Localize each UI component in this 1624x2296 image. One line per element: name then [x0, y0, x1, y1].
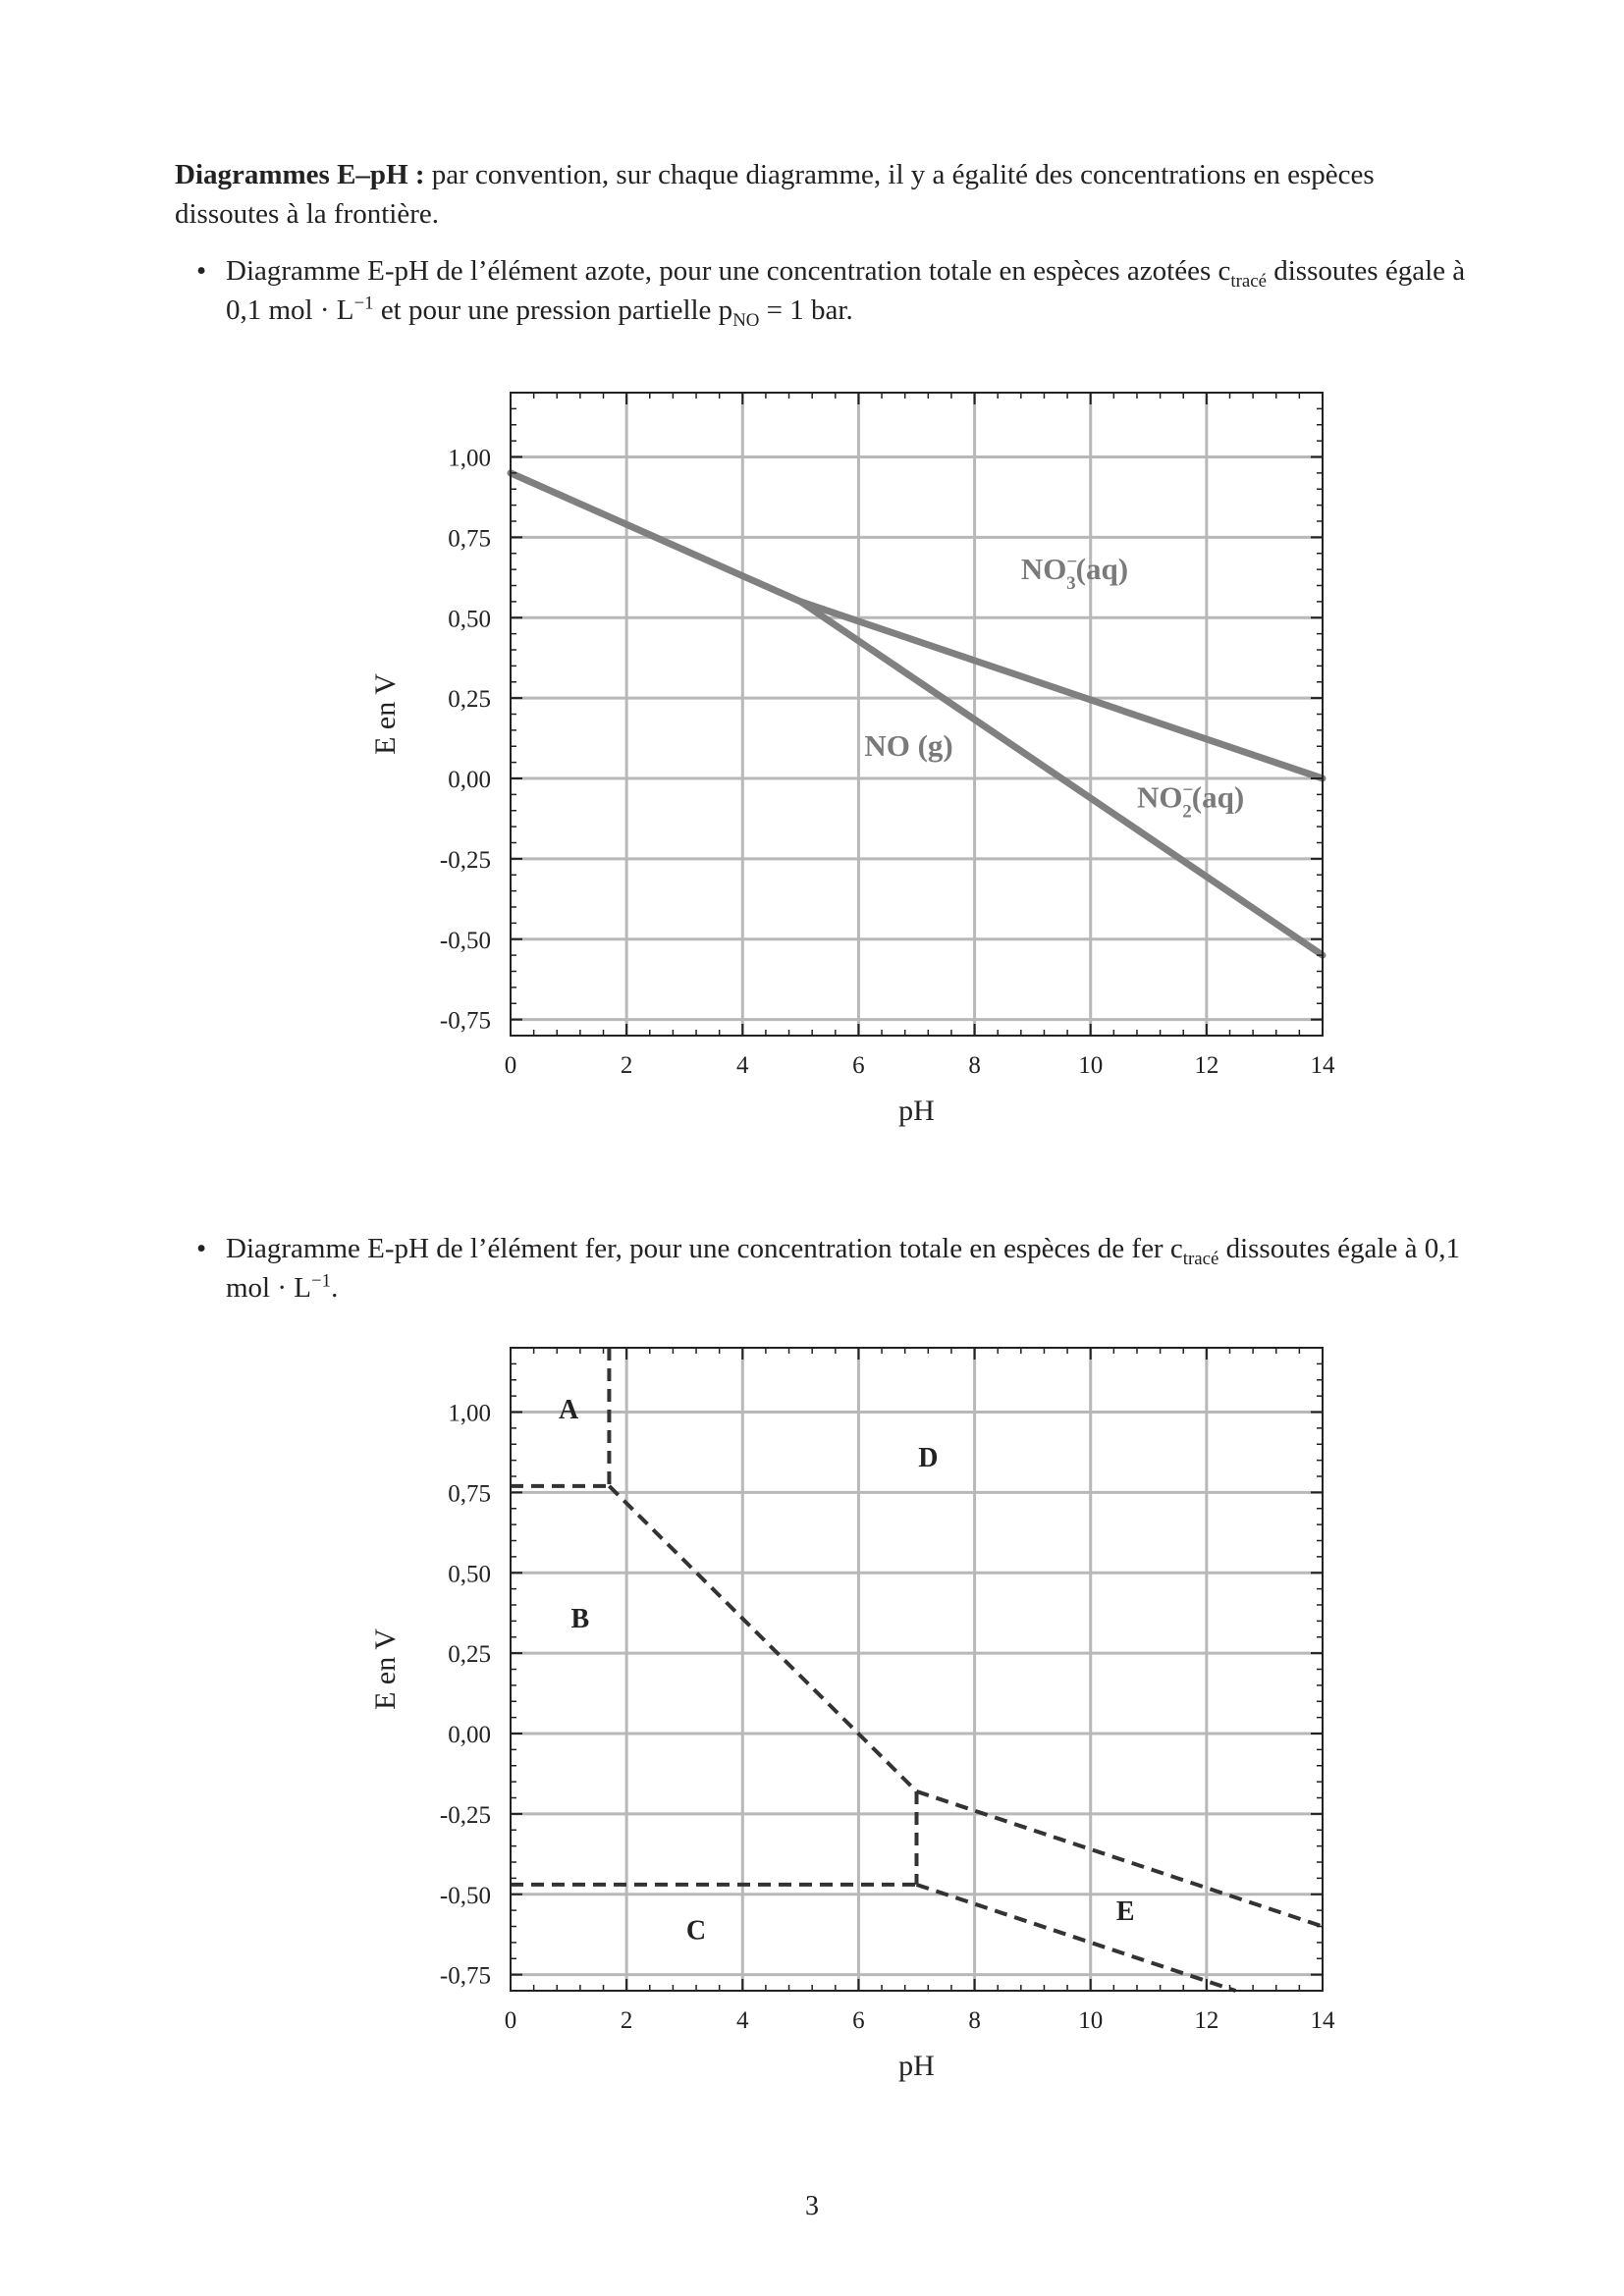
y-tick-label: -0,50 [439, 1882, 491, 1909]
region-label [1021, 552, 1128, 594]
y-tick-label: 0,50 [448, 606, 491, 633]
x-tick-label: 10 [1078, 1052, 1104, 1079]
x-tick-label: 14 [1310, 2007, 1335, 2034]
y-tick-label: 1,00 [448, 445, 491, 472]
intro-heading: Diagrammes E–pH : [175, 159, 425, 190]
y-tick-label: 0,75 [448, 525, 491, 553]
y-axis-label: E en V [369, 1629, 402, 1710]
region-label-subscript: 2 [1182, 801, 1192, 823]
region-label-suffix: (aq) [1075, 551, 1129, 586]
page-number: 3 [805, 2191, 819, 2221]
region-label-text: NO [1020, 551, 1067, 586]
y-tick-label: -0,50 [439, 927, 491, 954]
x-tick-label: 12 [1194, 1052, 1219, 1079]
x-tick-label: 8 [968, 2007, 981, 2034]
x-tick-label: 14 [1310, 1052, 1335, 1079]
region-label-text: NO (g) [864, 728, 953, 764]
bullet-subscript: NO [732, 309, 760, 331]
region-label-superscript: − [1182, 779, 1194, 801]
y-tick-label: -0,75 [439, 1962, 491, 1990]
x-tick-label: 8 [968, 1052, 981, 1079]
y-tick-label: 0,75 [448, 1480, 491, 1508]
region-label [1137, 779, 1244, 822]
region-label-subscript: 3 [1066, 572, 1076, 594]
y-tick-label: 0,00 [448, 1722, 491, 1748]
region-label-suffix: (aq) [1191, 779, 1245, 815]
bullet-marker: • [196, 1233, 207, 1264]
x-tick-label: 0 [504, 2007, 517, 2034]
region-label-text: D [918, 1443, 939, 1474]
bullet-text: dissoutes égale à 0,1 mol · L [226, 1233, 1460, 1304]
region-label-text: NO [1136, 779, 1183, 815]
y-tick-label: -0,25 [439, 1801, 491, 1829]
bullet-text: Diagramme E-pH de l’élément fer, pour une concentration totale en espèces de fer c [226, 1233, 1183, 1264]
x-axis-label: pH [898, 2050, 935, 2082]
bullet-text: et pour une pression partielle p [373, 294, 733, 326]
region-label-text: A [558, 1395, 579, 1426]
bullet-text: dissoutes égale à 0,1 mol · L [226, 255, 1466, 326]
x-axis-label: pH [898, 1095, 935, 1127]
x-tick-label: 4 [736, 1052, 749, 1079]
y-tick-label: -0,75 [439, 1007, 491, 1035]
x-tick-label: 6 [852, 1052, 865, 1079]
bullet-text: = 1 bar. [759, 294, 853, 326]
y-tick-label: 1,00 [448, 1400, 491, 1427]
region-label-text: E [1115, 1896, 1135, 1927]
bullet-text: . [331, 1272, 339, 1304]
x-tick-label: 0 [504, 1052, 517, 1079]
x-tick-label: 10 [1078, 2007, 1104, 2034]
bullet-superscript: −1 [311, 1270, 332, 1292]
x-tick-label: 12 [1194, 2007, 1219, 2034]
bullet-subscript: tracé [1182, 1248, 1219, 1269]
region-label-superscript: − [1066, 551, 1078, 572]
region-label-text: B [570, 1603, 590, 1634]
y-tick-label: 0,25 [448, 1641, 491, 1669]
bullet-text: Diagramme E-pH de l’élément azote, pour une concentration totale en espèces azotées c [226, 255, 1231, 287]
y-tick-label: 0,50 [448, 1561, 491, 1588]
y-tick-label: 0,00 [448, 767, 491, 793]
x-tick-label: 6 [852, 2007, 865, 2034]
region-label-text: C [685, 1915, 707, 1947]
intro-text: par convention, sur chaque diagramme, il y a égalité des concentrations en espèces dissoutes à la frontière. [175, 159, 1375, 230]
y-tick-label: -0,25 [439, 846, 491, 874]
y-tick-label: 0,25 [448, 686, 491, 714]
bullet-marker: • [196, 255, 207, 287]
y-axis-label: E en V [369, 673, 402, 755]
x-tick-label: 2 [620, 2007, 633, 2034]
bullet-superscript: −1 [353, 293, 374, 314]
x-tick-label: 4 [736, 2007, 749, 2034]
region-label [864, 728, 952, 763]
x-tick-label: 2 [620, 1052, 633, 1079]
bullet-subscript: tracé [1230, 270, 1267, 292]
